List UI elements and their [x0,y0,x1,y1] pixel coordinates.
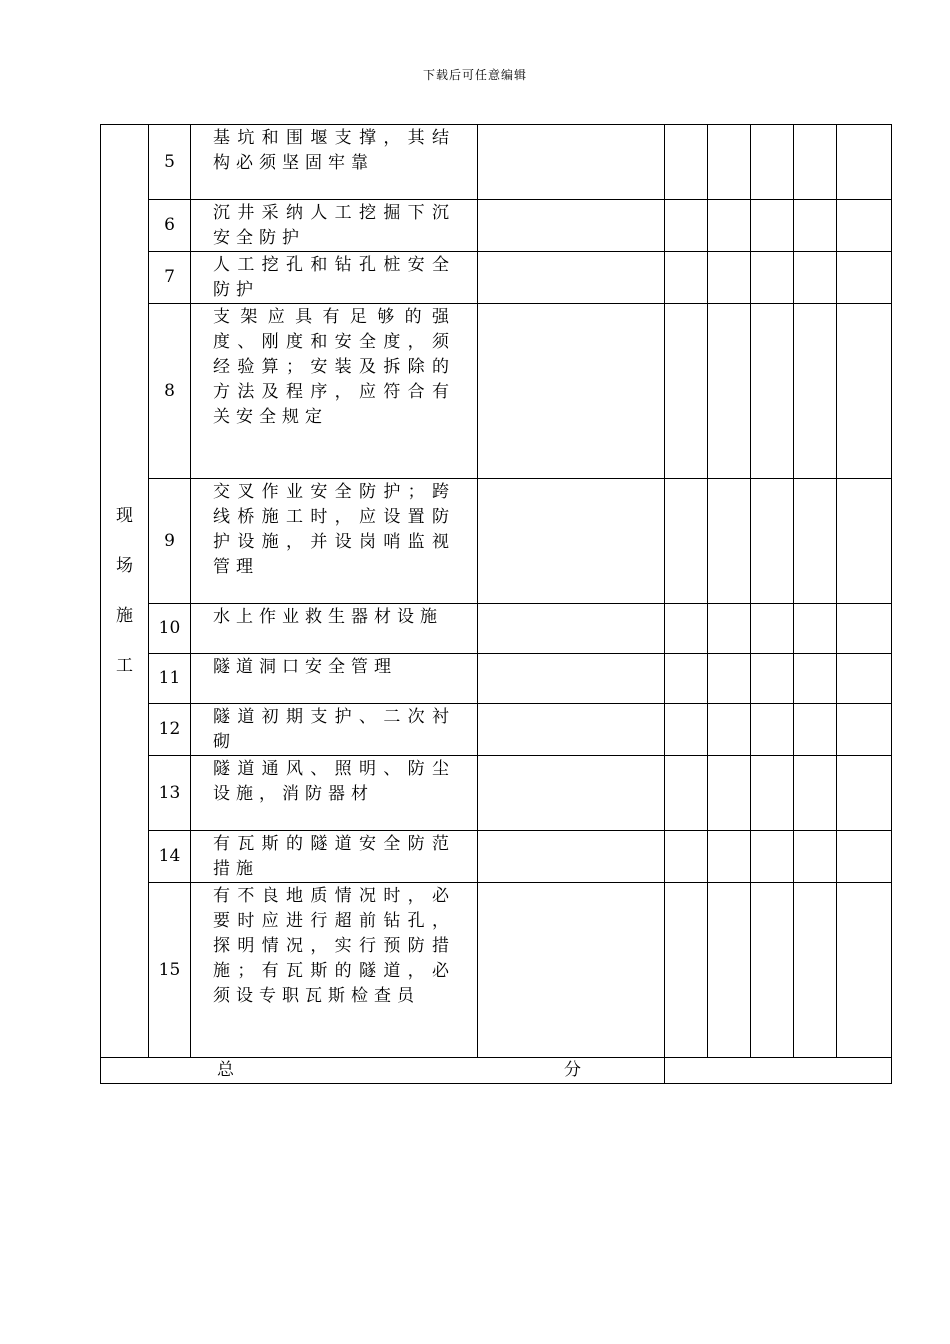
score-cell[interactable] [708,252,751,304]
score-cell[interactable] [665,883,708,1058]
score-cell[interactable] [794,604,837,654]
item-description-cell [191,604,478,654]
item-description: 水上作业救生器材设施 [213,607,443,627]
check-content-cell[interactable] [478,200,665,252]
item-description-cell [191,883,478,1058]
score-cell[interactable] [665,604,708,654]
score-cell[interactable] [665,654,708,704]
total-label: 总 分 [101,1058,665,1084]
check-content-cell[interactable] [478,252,665,304]
score-cell[interactable] [751,883,794,1058]
table-body [101,125,892,1058]
table-row [101,654,892,704]
item-number: 14 [149,831,191,883]
item-number: 10 [149,604,191,654]
remark-cell[interactable] [837,883,892,1058]
score-cell[interactable] [794,304,837,479]
item-description-cell [191,125,478,200]
item-description-cell [191,704,478,756]
remark-cell[interactable] [837,200,892,252]
item-description-cell [191,756,478,831]
table-row [101,604,892,654]
score-cell[interactable] [708,654,751,704]
table-row [101,125,892,200]
check-content-cell[interactable] [478,125,665,200]
item-number: 6 [149,200,191,252]
score-cell[interactable] [794,479,837,604]
score-cell[interactable] [794,200,837,252]
check-content-cell[interactable] [478,831,665,883]
score-cell[interactable] [751,252,794,304]
section-label: 现 场 施 工 [116,506,133,676]
item-description: 交叉作业安全防护；跨线桥施工时，应设置防护设施，并设岗哨监视管理 [213,482,455,577]
table-row [101,200,892,252]
table-row [101,756,892,831]
item-description-cell [191,654,478,704]
check-content-cell[interactable] [478,883,665,1058]
score-cell[interactable] [708,883,751,1058]
check-content-cell[interactable] [478,304,665,479]
score-cell[interactable] [751,479,794,604]
table-row [101,704,892,756]
item-number: 15 [149,883,191,1058]
score-cell[interactable] [794,831,837,883]
item-number: 5 [149,125,191,200]
item-description: 隧道通风、照明、防尘设施，消防器材 [213,759,455,804]
remark-cell[interactable] [837,654,892,704]
item-description-cell [191,304,478,479]
score-cell[interactable] [665,479,708,604]
table-row [101,883,892,1058]
score-cell[interactable] [665,252,708,304]
score-cell[interactable] [794,883,837,1058]
section-label-cell [101,125,149,1058]
item-description: 基坑和围堰支撑，其结构必须坚固牢靠 [213,128,455,173]
score-cell[interactable] [708,604,751,654]
table-row [101,304,892,479]
item-description: 人工挖孔和钻孔桩安全防护 [213,255,455,300]
item-description: 隧道洞口安全管理 [213,657,397,677]
item-description-cell [191,831,478,883]
score-cell[interactable] [751,756,794,831]
total-row-body [101,1058,892,1084]
score-cell[interactable] [665,304,708,479]
score-cell[interactable] [665,756,708,831]
item-number: 9 [149,479,191,604]
check-content-cell[interactable] [478,479,665,604]
score-cell[interactable] [708,304,751,479]
item-number: 12 [149,704,191,756]
score-cell[interactable] [665,200,708,252]
table-row [101,831,892,883]
table-row [101,252,892,304]
score-cell[interactable] [751,831,794,883]
score-cell[interactable] [708,831,751,883]
total-row [101,1058,892,1084]
item-number: 8 [149,304,191,479]
remark-cell[interactable] [837,704,892,756]
remark-cell[interactable] [837,125,892,200]
check-content-cell[interactable] [478,654,665,704]
item-description: 有瓦斯的隧道安全防范措施 [213,834,455,879]
score-cell[interactable] [751,200,794,252]
item-description: 隧道初期支护、二次衬砌 [213,707,455,752]
score-cell[interactable] [751,125,794,200]
score-cell[interactable] [794,704,837,756]
score-cell[interactable] [665,831,708,883]
score-cell[interactable] [708,479,751,604]
check-content-cell[interactable] [478,756,665,831]
score-cell[interactable] [794,756,837,831]
score-cell[interactable] [708,125,751,200]
score-cell[interactable] [794,125,837,200]
score-cell[interactable] [751,654,794,704]
score-cell[interactable] [794,654,837,704]
check-content-cell[interactable] [478,704,665,756]
header-note: 下载后可任意编辑 [422,68,527,82]
remark-cell[interactable] [837,831,892,883]
score-cell[interactable] [708,704,751,756]
remark-cell[interactable] [837,479,892,604]
item-number: 11 [149,654,191,704]
score-cell[interactable] [751,304,794,479]
item-number: 7 [149,252,191,304]
item-description-cell [191,479,478,604]
item-description: 沉井采纳人工挖掘下沉安全防护 [213,203,455,248]
remark-cell[interactable] [837,252,892,304]
table-row [101,479,892,604]
item-description-cell [191,200,478,252]
remark-cell[interactable] [837,756,892,831]
item-description: 有不良地质情况时，必要时应进行超前钻孔，探明情况，实行预防措施；有瓦斯的隧道，必须设专职瓦斯检查员 [213,886,455,1006]
total-score-cell[interactable] [665,1058,892,1084]
check-content-cell[interactable] [478,604,665,654]
safety-checklist-table [100,124,892,1084]
item-number: 13 [149,756,191,831]
score-cell[interactable] [751,604,794,654]
item-description-cell [191,252,478,304]
score-cell[interactable] [751,704,794,756]
remark-cell[interactable] [837,304,892,479]
item-description: 支架应具有足够的强度、刚度和安全度，须经验算；安装及拆除的方法及程序，应符合有关安全规定 [213,307,455,427]
score-cell[interactable] [665,704,708,756]
score-cell[interactable] [708,200,751,252]
score-cell[interactable] [794,252,837,304]
remark-cell[interactable] [837,604,892,654]
score-cell[interactable] [708,756,751,831]
score-cell[interactable] [665,125,708,200]
